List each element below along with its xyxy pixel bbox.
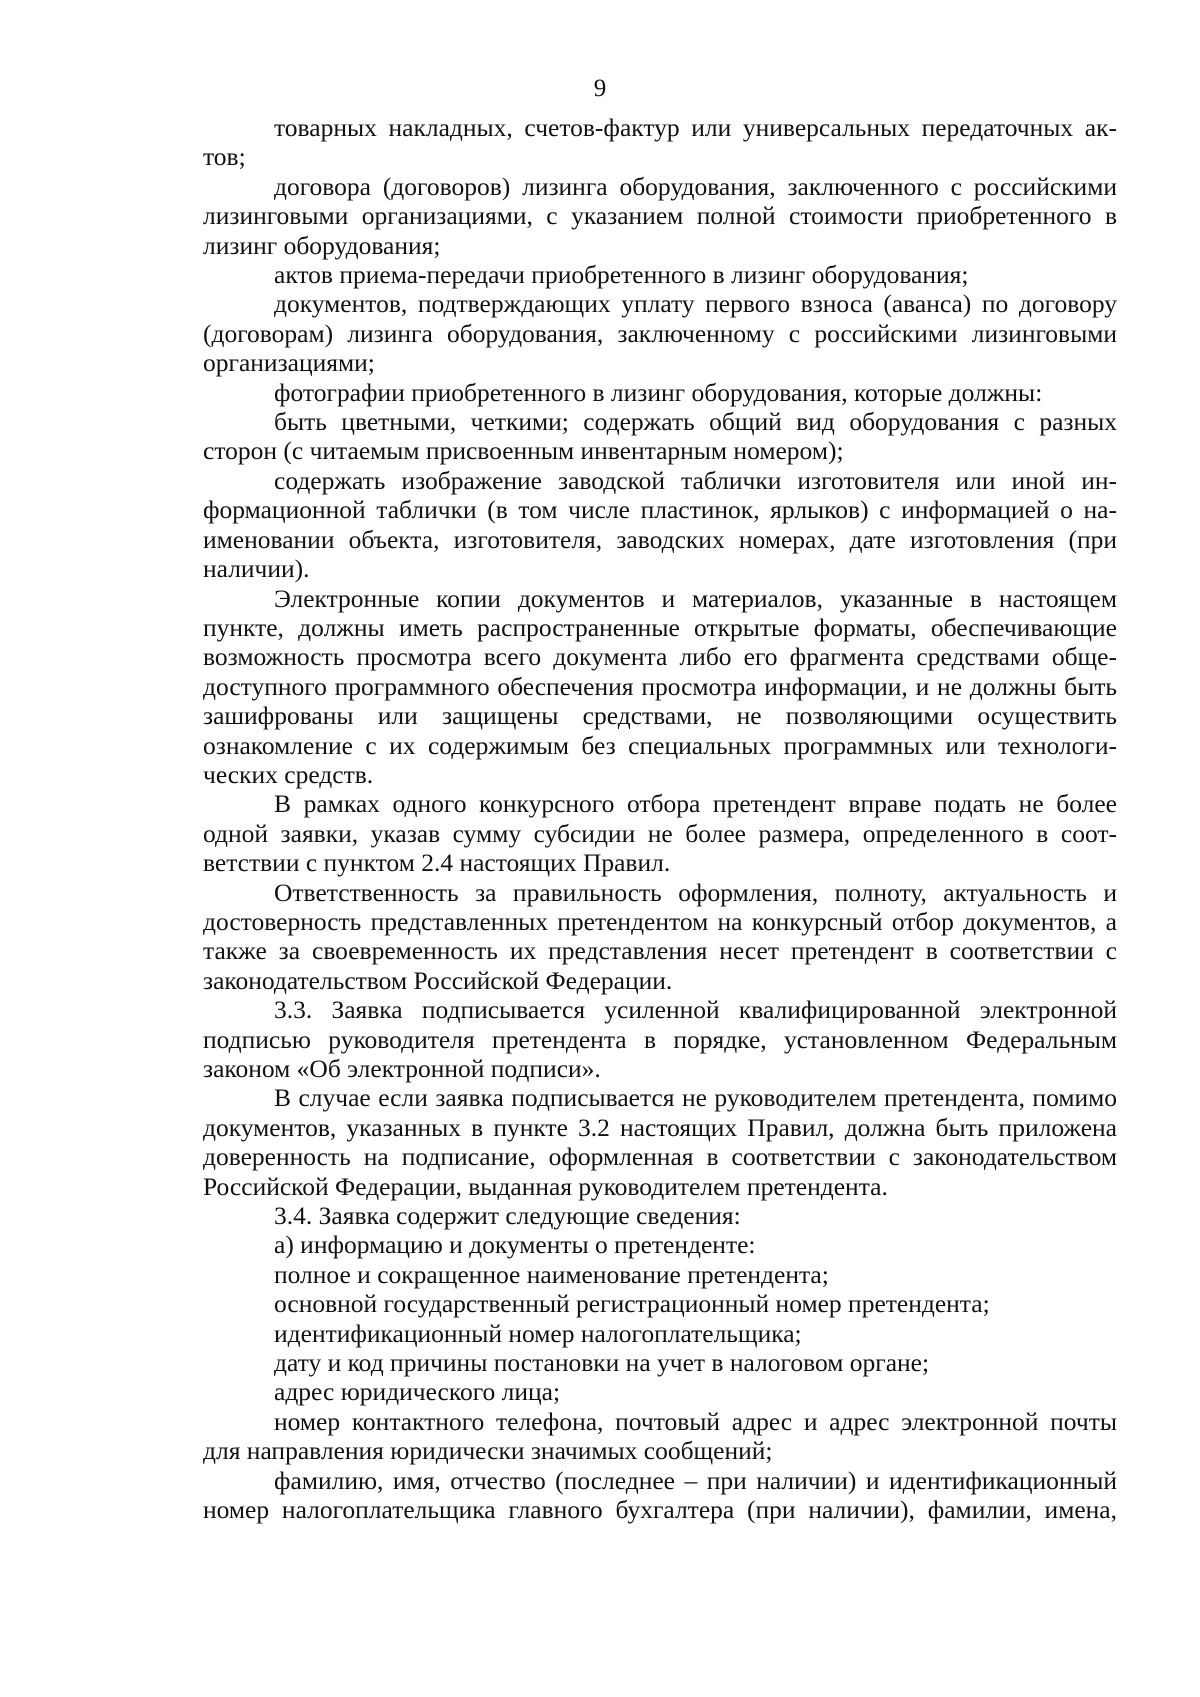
paragraph: актов приема-передачи приобретенного в лизинг оборудования; xyxy=(274,260,969,290)
paragraph: Ответственность за правильность оформления, полноту, актуальность и достоверность представленных претендентом на конкурсный отбор документов, а также за своевременность их представления несет претендент в соответствии с законодательством Российской Федерации. xyxy=(203,877,1117,995)
paragraph: документов, подтверждающих уплату первого взноса (аванса) по договору (договорам) лизинга оборудования, заключенному с российскими лизинговыми организациями; xyxy=(203,289,1117,378)
paragraph: основной государственный регистрационный номер претендента; xyxy=(274,1289,990,1319)
document-body xyxy=(203,113,1117,1525)
paragraph: 3.3. Заявка подписывается усиленной квалифицированной электронной подписью руководителя претендента в порядке, установленном Федеральным законом «Об электронной подписи». xyxy=(203,995,1117,1083)
paragraph: фамилию, имя, отчество (последнее – при наличии) и идентификационный номер налогоплательщика главного бухгалтера (при наличии), фамилии, имена, xyxy=(203,1465,1117,1525)
paragraph: идентификационный номер налогоплательщика; xyxy=(274,1318,802,1348)
paragraph: полное и сокращенное наименование претендента; xyxy=(274,1259,829,1289)
paragraph: В рамках одного конкурсного отбора претендент вправе подать не более одной заявки, указав сумму субсидии не более размера, определенного в соответствии с пунктом 2.4 настоящих Правил. xyxy=(203,789,1117,878)
paragraph: адрес юридического лица; xyxy=(274,1377,561,1407)
paragraph: дату и код причины постановки на учет в налоговом органе; xyxy=(274,1348,930,1378)
paragraph: Электронные копии документов и материалов, указанные в настоящем пункте, должны иметь распространенные открытые форматы, обеспечивающие возможность просмотра всего документа либо его фрагмента средствами общедоступного программного обеспечения просмотра информации, и не должны быть зашифрованы или защищены средствами, не позволяющими осуществить ознакомление с их содержимым без специальных программных или технологических средств. xyxy=(203,583,1117,789)
paragraph: договора (договоров) лизинга оборудования, заключенного с российскими лизинговыми организациями, с указанием полной стоимости приобретенного в лизинг оборудования; xyxy=(203,171,1117,260)
paragraph: содержать изображение заводской таблички изготовителя или иной информационной таблички (в том числе пластинок, ярлыков) с информацией о наименовании объекта, изготовителя, заводских номерах, дате изготовления (при наличии). xyxy=(203,465,1117,584)
page-number: 9 xyxy=(593,75,607,102)
paragraph: а) информацию и документы о претенденте: xyxy=(274,1230,756,1260)
paragraph: номер контактного телефона, почтовый адрес и адрес электронной почты для направления юридически значимых сообщений; xyxy=(203,1406,1117,1466)
paragraph: товарных накладных, счетов-фактур или универсальных передаточных актов; xyxy=(203,113,1117,172)
paragraph: В случае если заявка подписывается не руководителем претендента, помимо документов, указанных в пункте 3.2 настоящих Правил, должна быть приложена доверенность на подписание, оформленная в соответствии с законодательством Российской Федерации, выданная руководителем претендента. xyxy=(203,1083,1117,1201)
paragraph: быть цветными, четкими; содержать общий вид оборудования с разных сторон (с читаемым присвоенным инвентарным номером); xyxy=(203,407,1117,466)
paragraph: фотографии приобретенного в лизинг оборудования, которые должны: xyxy=(274,377,1043,407)
paragraph: 3.4. Заявка содержит следующие сведения: xyxy=(274,1201,741,1231)
